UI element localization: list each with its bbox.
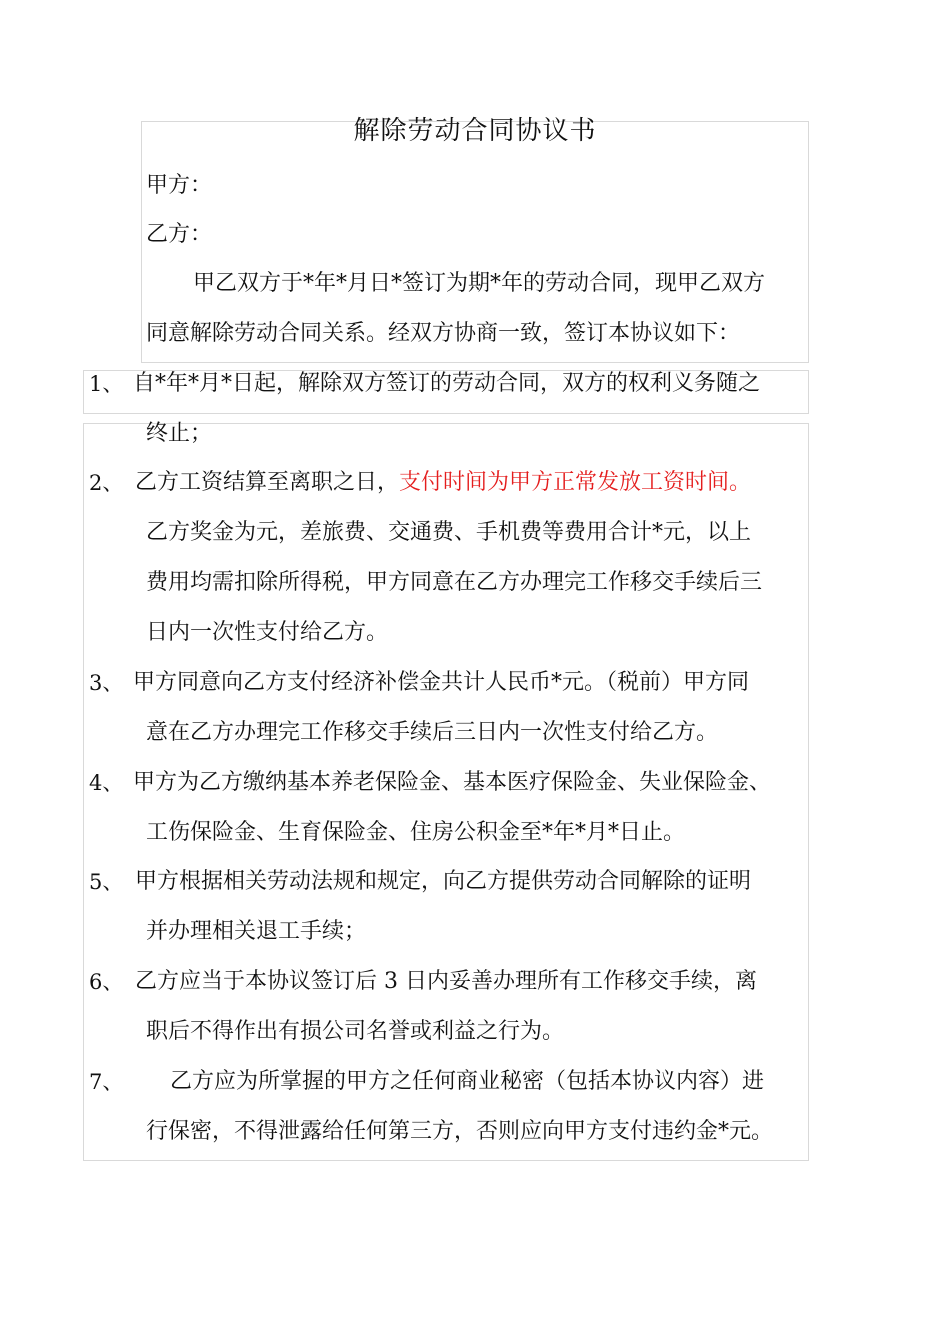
item-3-line-1: 甲方同意向乙方支付经济补偿金共计人民币*元。（税前）甲方同: [133, 670, 750, 695]
item-7-number: 7、: [89, 1070, 124, 1094]
item-1-line-2: 终止；: [146, 421, 213, 446]
item-1-line-1: 自*年*月*日起，解除双方签订的劳动合同，双方的权利义务随之: [133, 371, 761, 396]
item-2-number: 2、: [89, 471, 124, 495]
item-7-line-2: 行保密，不得泄露给任何第三方，否则应向甲方支付违约金*元。: [146, 1119, 774, 1144]
item-5-line-1: 甲方根据相关劳动法规和规定，向乙方提供劳动合同解除的证明: [135, 869, 752, 894]
item-3-line-2: 意在乙方办理完工作移交手续后三日内一次性支付给乙方。: [146, 720, 719, 745]
intro-line-1: 甲乙双方于*年*月日*签订为期*年的劳动合同，现甲乙双方: [193, 271, 766, 296]
item-5-line-2: 并办理相关退工手续；: [146, 919, 367, 944]
item-1-number: 1、: [89, 372, 124, 396]
item-4-line-2: 工伤保险金、生育保险金、住房公积金至*年*月*日止。: [146, 820, 686, 845]
item-2-line-1-plain: 乙方工资结算至离职之日，: [135, 470, 400, 495]
intro-line-2: 同意解除劳动合同关系。经双方协商一致，签订本协议如下：: [146, 321, 741, 346]
item-5-number: 5、: [89, 870, 124, 894]
item-4-line-1: 甲方为乙方缴纳基本养老保险金、基本医疗保险金、失业保险金、: [133, 770, 772, 795]
item-3-number: 3、: [89, 671, 124, 695]
party-b-label: 乙方：: [146, 222, 213, 247]
item-2-line-3: 费用均需扣除所得税，甲方同意在乙方办理完工作移交手续后三: [146, 570, 763, 595]
item-6-line-1: 乙方应当于本协议签订后 3 日内妥善办理所有工作移交手续，离: [135, 969, 757, 994]
item-7-line-1: 乙方应为所掌握的甲方之任何商业秘密（包括本协议内容）进: [170, 1069, 765, 1094]
document-title: 解除劳动合同协议书: [353, 116, 597, 146]
item-2-line-4: 日内一次性支付给乙方。: [146, 620, 389, 645]
item-4-number: 4、: [89, 771, 124, 795]
party-a-label: 甲方：: [146, 173, 213, 198]
item-2-line-1: [135, 469, 751, 497]
item-2-line-2: 乙方奖金为元，差旅费、交通费、手机费等费用合计*元，以上: [146, 520, 752, 545]
item-6-line-2: 职后不得作出有损公司名誉或利益之行为。: [146, 1019, 565, 1044]
payment-time-highlight: 支付时间为甲方正常发放工资时间。: [399, 470, 752, 495]
item-6-number: 6、: [89, 970, 124, 994]
